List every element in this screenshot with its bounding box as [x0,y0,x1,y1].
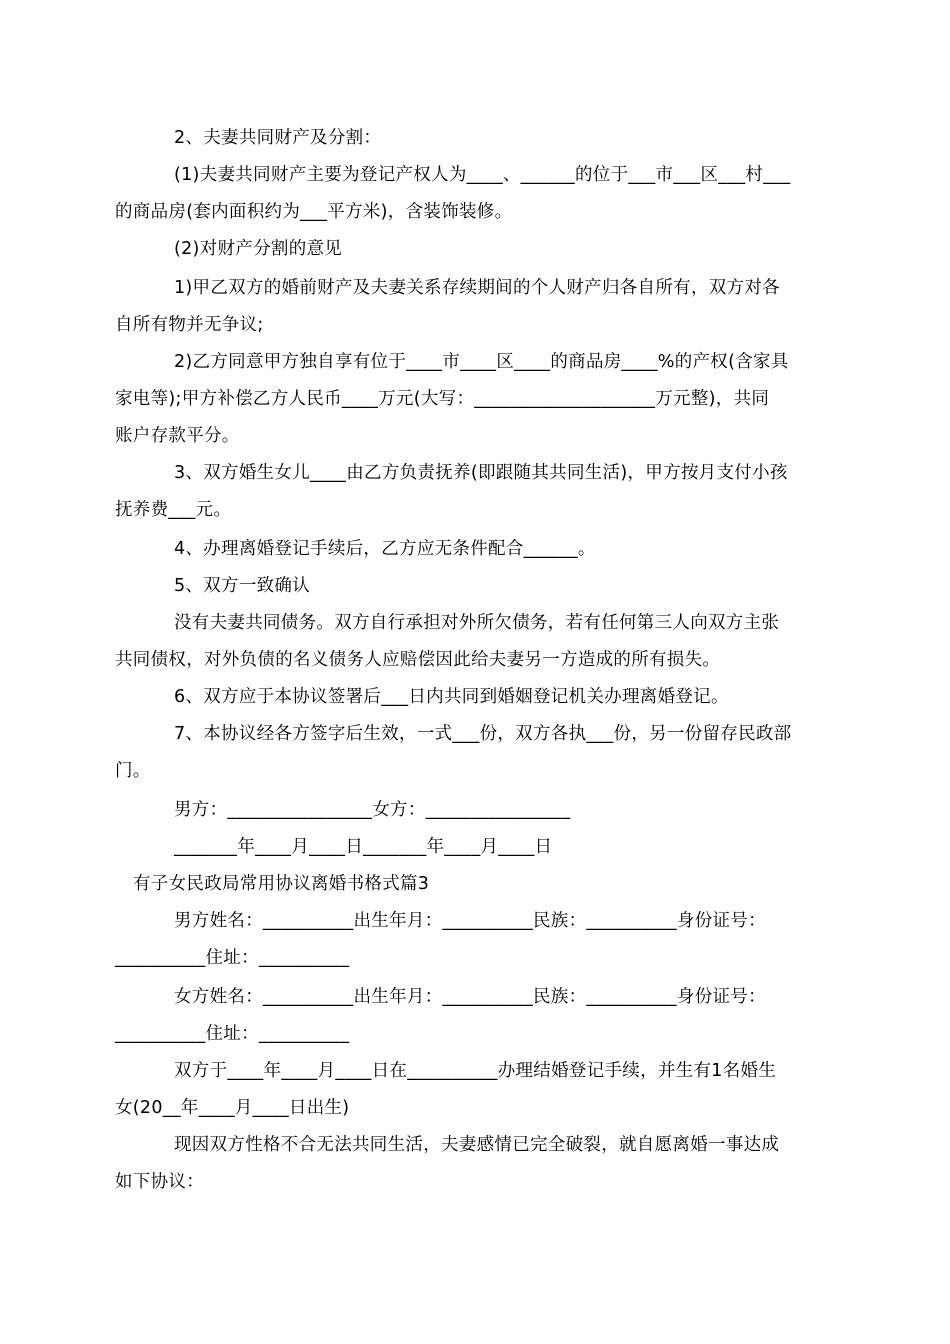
form-line: 男方姓名：__________出生年月：__________民族：__________身份证号： [174,911,766,931]
paragraph-line: 没有夫妻共同债务。双方自行承担对外所欠债务，若有任何第三人向双方主张 [174,613,780,633]
paragraph-line: 3、双方婚生女儿____由乙方负责抚养(即跟随其共同生活)，甲方按月支付小孩 [174,463,788,483]
section-title: 有子女民政局常用协议离婚书格式篇3 [133,874,430,894]
paragraph-line: 抚养费___元。 [115,500,232,520]
paragraph-line: 双方于____年____月____日在__________办理结婚登记手续，并生有1名婚生 [174,1061,777,1081]
form-line: __________住址：__________ [115,1024,350,1044]
subsection-heading: (2)对财产分割的意见 [174,239,343,259]
paragraph-line: 2)乙方同意甲方独自享有位于____市____区____的商品房____%的产权(含家具 [174,352,789,372]
signature-line: 男方：________________女方：________________ [174,800,571,820]
paragraph-line: 共同债权，对外负债的名义债务人应赔偿因此给夫妻另一方造成的所有损失。 [115,650,721,670]
paragraph-line: 的商品房(套内面积约为___平方米)，含装饰装修。 [115,202,513,222]
paragraph-line: 4、办理离婚登记手续后，乙方应无条件配合______。 [174,539,596,559]
form-line: __________住址：__________ [115,948,350,968]
paragraph-line: 6、双方应于本协议签署后___日内共同到婚姻登记机关办理离婚登记。 [174,687,729,707]
paragraph-line: 自所有物并无争议; [115,315,264,335]
date-line: _______年____月____日_______年____月____日 [174,837,553,857]
paragraph-line: 现因双方性格不合无法共同生活，夫妻感情已完全破裂，就自愿离婚一事达成 [174,1135,780,1155]
paragraph-line: 账户存款平分。 [115,426,240,446]
paragraph-line: 家电等);甲方补偿乙方人民币____万元(大写：____________________万元整)，共同 [115,389,770,409]
paragraph-line: 女(20__年____月____日出生) [115,1098,350,1118]
form-line: 女方姓名：__________出生年月：__________民族：__________身份证号： [174,987,766,1007]
section-2-heading: 2、夫妻共同财产及分割： [174,128,382,148]
paragraph-line: 1)甲乙双方的婚前财产及夫妻关系存续期间的个人财产归各自所有，双方对各 [174,278,780,298]
paragraph-line: 7、本协议经各方签字后生效，一式___份，双方各执___份，另一份留存民政部 [174,724,792,744]
paragraph-line: (1)夫妻共同财产主要为登记产权人为____、______的位于___市___区___村___ [174,165,791,185]
paragraph-line: 门。 [115,761,151,781]
paragraph-line: 如下协议： [115,1172,204,1192]
paragraph-line: 5、双方一致确认 [174,576,311,596]
